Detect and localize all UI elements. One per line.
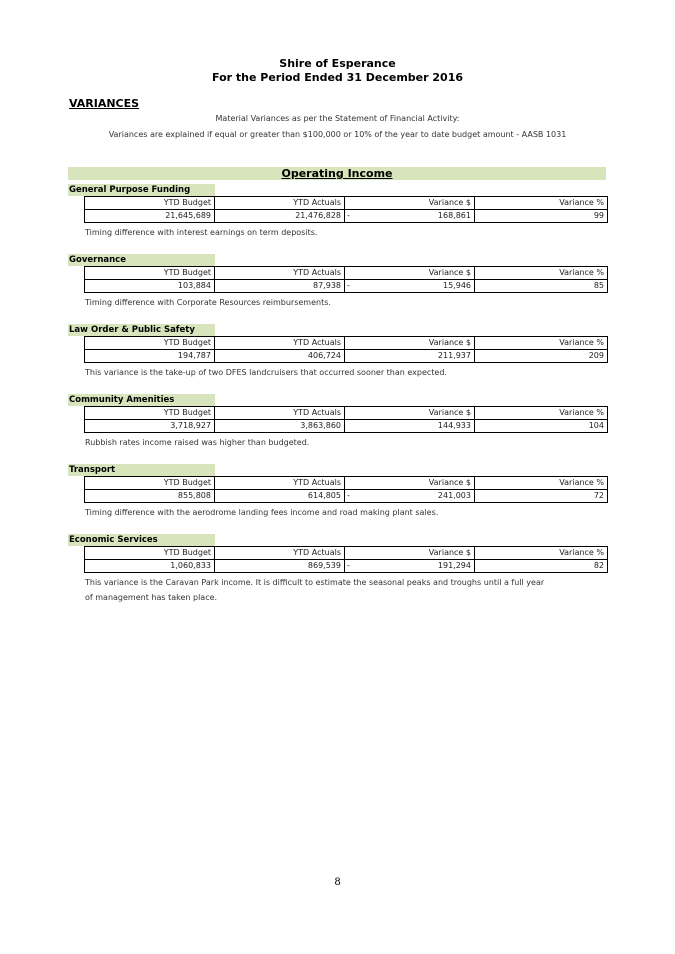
variance-table <box>84 546 608 573</box>
variance-note: Rubbish rates income raised was higher than budgeted. <box>85 438 310 447</box>
column-header: Variance % <box>475 337 608 350</box>
cell-variance <box>345 280 475 293</box>
cell-budget: 3,718,927 <box>85 420 215 433</box>
cell-budget: 855,808 <box>85 490 215 503</box>
section-title: Governance <box>68 254 215 266</box>
variance-section <box>68 254 608 309</box>
negative-sign: - <box>347 281 350 290</box>
table-row <box>85 490 608 503</box>
column-header: Variance $ <box>345 477 475 490</box>
section-title: Law Order & Public Safety <box>68 324 215 336</box>
cell-actuals: 21,476,828 <box>215 210 345 223</box>
cell-actuals: 406,724 <box>215 350 345 363</box>
section-title: Economic Services <box>68 534 215 546</box>
variance-section <box>68 464 608 519</box>
variance-table <box>84 266 608 293</box>
cell-variance <box>345 560 475 573</box>
column-header: Variance $ <box>345 337 475 350</box>
column-header: YTD Budget <box>85 267 215 280</box>
cell-variance <box>345 490 475 503</box>
table-header-row <box>85 267 608 280</box>
variance-table <box>84 336 608 363</box>
column-header: YTD Actuals <box>215 407 345 420</box>
variance-section <box>68 324 608 379</box>
cell-variance <box>345 210 475 223</box>
variance-value: 144,933 <box>437 421 471 430</box>
cell-actuals: 87,938 <box>215 280 345 293</box>
cell-budget: 21,645,689 <box>85 210 215 223</box>
section-title: Community Amenities <box>68 394 215 406</box>
variance-section <box>68 394 608 449</box>
variance-value: 241,003 <box>437 491 471 500</box>
column-header: Variance % <box>475 547 608 560</box>
column-header: YTD Actuals <box>215 267 345 280</box>
variance-value: 211,937 <box>437 351 471 360</box>
variance-note: Timing difference with the aerodrome landing fees income and road making plant sales. <box>85 508 439 517</box>
cell-budget: 103,884 <box>85 280 215 293</box>
cell-actuals: 614,805 <box>215 490 345 503</box>
cell-pct: 72 <box>475 490 608 503</box>
table-header-row <box>85 477 608 490</box>
column-header: Variance $ <box>345 407 475 420</box>
period-title: For the Period Ended 31 December 2016 <box>212 71 463 84</box>
cell-variance <box>345 350 475 363</box>
column-header: YTD Actuals <box>215 197 345 210</box>
column-header: YTD Budget <box>85 547 215 560</box>
variance-note: Timing difference with interest earnings on term deposits. <box>85 228 318 237</box>
column-header: YTD Actuals <box>215 337 345 350</box>
variance-table <box>84 406 608 433</box>
table-row <box>85 420 608 433</box>
negative-sign: - <box>347 211 350 220</box>
cell-variance <box>345 420 475 433</box>
cell-budget: 1,060,833 <box>85 560 215 573</box>
intro-line-1: Material Variances as per the Statement of Financial Activity: <box>215 114 460 123</box>
cell-pct: 104 <box>475 420 608 433</box>
variance-section <box>68 534 608 604</box>
column-header: YTD Budget <box>85 407 215 420</box>
negative-sign: - <box>347 561 350 570</box>
table-row <box>85 560 608 573</box>
column-header: YTD Budget <box>85 197 215 210</box>
cell-budget: 194,787 <box>85 350 215 363</box>
table-header-row <box>85 407 608 420</box>
table-row <box>85 350 608 363</box>
variance-value: 15,946 <box>443 281 471 290</box>
column-header: YTD Actuals <box>215 547 345 560</box>
variance-note: This variance is the take-up of two DFES landcruisers that occurred sooner than expected. <box>85 368 447 377</box>
table-header-row <box>85 197 608 210</box>
variance-section <box>68 184 608 239</box>
column-header: Variance $ <box>345 547 475 560</box>
column-header: Variance % <box>475 407 608 420</box>
column-header: YTD Budget <box>85 337 215 350</box>
variance-note: Timing difference with Corporate Resources reimbursements. <box>85 298 331 307</box>
variance-value: 168,861 <box>437 211 471 220</box>
section-title: General Purpose Funding <box>68 184 215 196</box>
negative-sign: - <box>347 491 350 500</box>
cell-pct: 85 <box>475 280 608 293</box>
table-header-row <box>85 337 608 350</box>
org-title: Shire of Esperance <box>279 57 396 70</box>
column-header: Variance % <box>475 477 608 490</box>
column-header: Variance % <box>475 197 608 210</box>
column-header: Variance $ <box>345 267 475 280</box>
table-header-row <box>85 547 608 560</box>
operating-income-heading: Operating Income <box>281 167 393 180</box>
page-number: 8 <box>334 877 341 888</box>
variances-heading: VARIANCES <box>69 97 140 110</box>
variance-value: 191,294 <box>437 561 471 570</box>
table-row <box>85 280 608 293</box>
variance-table <box>84 476 608 503</box>
cell-pct: 82 <box>475 560 608 573</box>
cell-actuals: 869,539 <box>215 560 345 573</box>
cell-actuals: 3,863,860 <box>215 420 345 433</box>
cell-pct: 99 <box>475 210 608 223</box>
table-row <box>85 210 608 223</box>
variance-note: This variance is the Caravan Park income. It is difficult to estimate the seasonal peaks and troughs until a full year <box>85 578 545 587</box>
section-title: Transport <box>68 464 215 476</box>
cell-pct: 209 <box>475 350 608 363</box>
column-header: Variance $ <box>345 197 475 210</box>
variance-note-continued: of management has taken place. <box>85 593 218 602</box>
column-header: YTD Budget <box>85 477 215 490</box>
column-header: YTD Actuals <box>215 477 345 490</box>
operating-income-banner <box>68 167 606 180</box>
column-header: Variance % <box>475 267 608 280</box>
variance-table <box>84 196 608 223</box>
intro-line-2: Variances are explained if equal or greater than $100,000 or 10% of the year to date budget amount - AASB 1031 <box>108 130 567 139</box>
